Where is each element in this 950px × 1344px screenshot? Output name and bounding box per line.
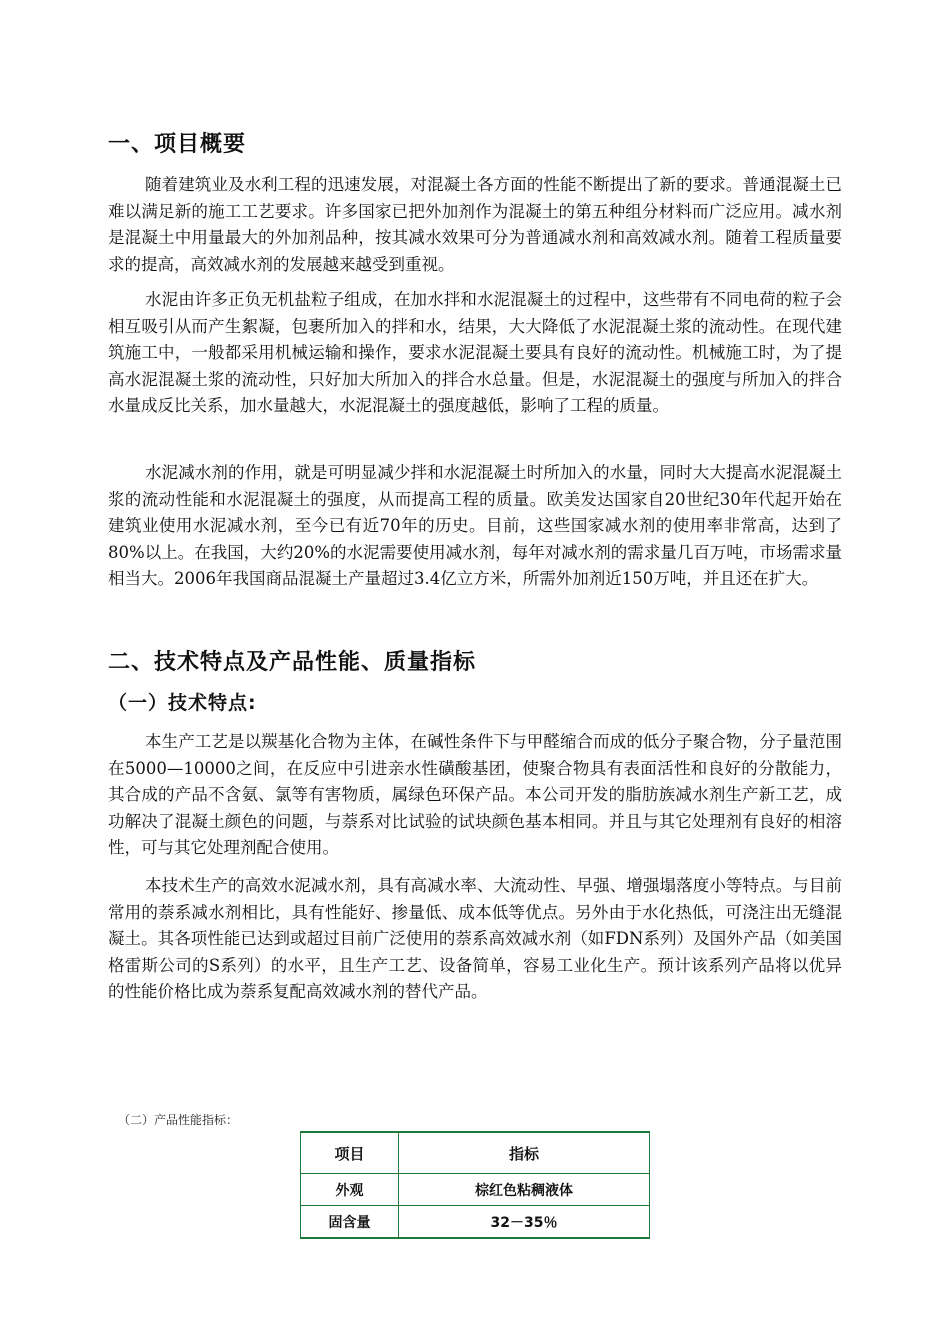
table-cell: 32－35％	[399, 1206, 650, 1239]
table-row	[301, 1174, 650, 1206]
section-heading-tech: 二、技术特点及产品性能、质量指标	[108, 650, 477, 675]
paragraph-overview-1: 随着建筑业及水利工程的迅速发展，对混凝土各方面的性能不断提出了新的要求。普通混凝土已难以满足新的施工工艺要求。许多国家已把外加剂作为混凝土的第五种组分材料而广泛应用。减水剂是混凝土中用量最大的外加剂品种，按其减水效果可分为普通减水剂和高效减水剂。随着工程质量要求的提高，高效减水剂的发展越来越受到重视。	[108, 175, 842, 274]
paragraph-tech-1: 本生产工艺是以羰基化合物为主体，在碱性条件下与甲醛缩合而成的低分子聚合物，分子量范围在5000—10000之间，在反应中引进亲水性磺酸基团，使聚合物具有表面活性和良好的分散能力，其合成的产品不含氨、氯等有害物质，属绿色环保产品。本公司开发的脂肪族减水剂生产新工艺，成功解决了混凝土颜色的问题，与萘系对比试验的试块颜色基本相同。并且与其它处理剂有良好的相溶性，可与其它处理剂配合使用。	[108, 732, 842, 857]
table-cell: 固含量	[301, 1206, 399, 1239]
subheading-tech-features: （一）技术特点:	[108, 692, 257, 714]
table-header-value: 指标	[399, 1132, 650, 1174]
table-caption: （二）产品性能指标：	[118, 1113, 239, 1127]
paragraph-overview-2: 水泥由许多正负无机盐粒子组成，在加水拌和水泥混凝土的过程中，这些带有不同电荷的粒子会相互吸引从而产生絮凝，包裹所加入的拌和水，结果，大大降低了水泥混凝土浆的流动性。在现代建筑施工中，一般都采用机械运输和操作，要求水泥混凝土要具有良好的流动性。机械施工时，为了提高水泥混凝土浆的流动性，只好加大所加入的拌合水总量。但是，水泥混凝土的强度与所加入的拌合水量成反比关系，加水量越大，水泥混凝土的强度越低，影响了工程的质量。	[108, 290, 842, 415]
table-cell: 外观	[301, 1174, 399, 1206]
table-header-item: 项目	[301, 1132, 399, 1174]
spec-table	[300, 1131, 650, 1239]
table-header-row	[301, 1132, 650, 1174]
paragraph-tech-2: 本技术生产的高效水泥减水剂，具有高减水率、大流动性、早强、增强塌落度小等特点。与目前常用的萘系减水剂相比，具有性能好、掺量低、成本低等优点。另外由于水化热低，可浇注出无缝混凝土。其各项性能已达到或超过目前广泛使用的萘系高效减水剂（如FDN系列）及国外产品（如美国格雷斯公司的S系列）的水平，且生产工艺、设备简单，容易工业化生产。预计该系列产品将以优异的性能价格比成为萘系复配高效减水剂的替代产品。	[108, 876, 842, 1001]
paragraph-overview-3: 水泥减水剂的作用，就是可明显减少拌和水泥混凝土时所加入的水量，同时大大提高水泥混凝土浆的流动性能和水泥混凝土的强度，从而提高工程的质量。欧美发达国家自20世纪30年代起开始在建筑业使用水泥减水剂，至今已有近70年的历史。目前，这些国家减水剂的使用率非常高，达到了80%以上。在我国，大约20%的水泥需要使用减水剂，每年对减水剂的需求量几百万吨，市场需求量相当大。2006年我国商品混凝土产量超过3.4亿立方米，所需外加剂近150万吨，并且还在扩大。	[108, 463, 842, 588]
table-cell: 棕红色粘稠液体	[399, 1174, 650, 1206]
table-row	[301, 1206, 650, 1239]
section-heading-overview: 一、项目概要	[108, 132, 247, 157]
